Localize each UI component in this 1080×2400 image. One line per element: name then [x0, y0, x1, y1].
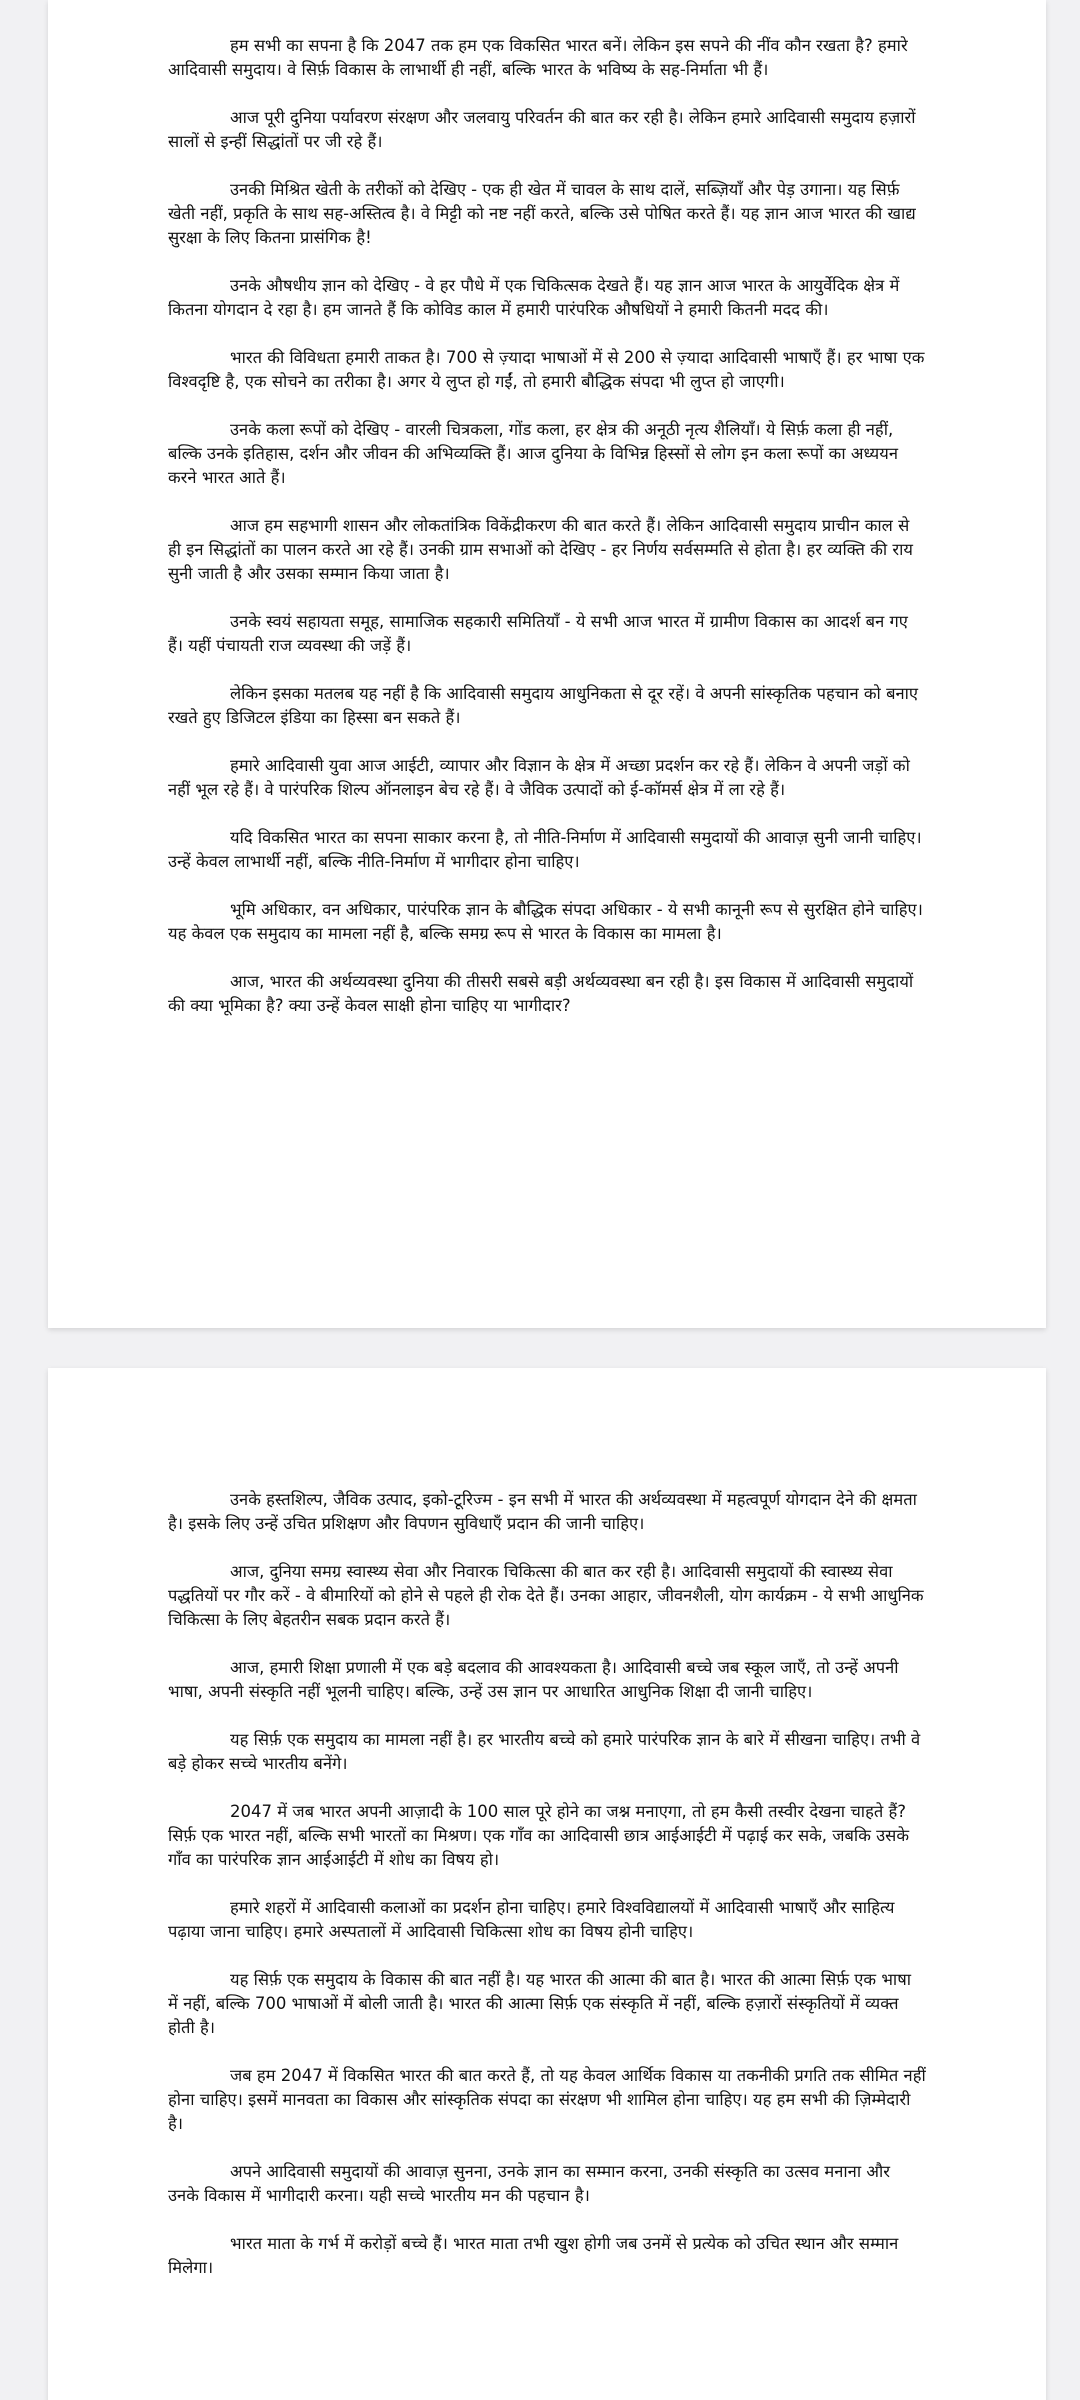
paragraph: आज, भारत की अर्थव्यवस्था दुनिया की तीसरी सबसे बड़ी अर्थव्यवस्था बन रही है। इस विकास में आदिवासी समुदायों की क्या भूमिका है? क्या उन्हें केवल साक्षी होना चाहिए या भागीदार? [168, 972, 914, 1015]
paragraph: यह सिर्फ़ एक समुदाय के विकास की बात नहीं है। यह भारत की आत्मा की बात है। भारत की आत्मा सिर्फ़ एक भाषा में नहीं, बल्कि 700 भाषाओं में बोली जाती है। भारत की आत्मा सिर्फ़ एक संस्कृति में नहीं, बल्कि हज़ारों संस्कृतियों में व्यक्त होती है। [168, 1970, 912, 2037]
paragraph: उनके औषधीय ज्ञान को देखिए - वे हर पौधे में एक चिकित्सक देखते हैं। यह ज्ञान आज भारत के आयुर्वेदिक क्षेत्र में कितना योगदान दे रहा है। हम जानते हैं कि कोविड काल में हमारी पारंपरिक औषधियों ने हमारी कितनी मदद की। [168, 276, 900, 319]
paragraph: उनकी मिश्रित खेती के तरीकों को देखिए - एक ही खेत में चावल के साथ दालें, सब्ज़ियाँ और पेड़ उगाना। यह सिर्फ़ खेती नहीं, प्रकृति के साथ सह-अस्तित्व है। वे मिट्टी को नष्ट नहीं करते, बल्कि उसे पोषित करते हैं। यह ज्ञान आज भारत की खाद्य सुरक्षा के लिए कितना प्रासंगिक है! [168, 180, 916, 247]
paragraph: उनके स्वयं सहायता समूह, सामाजिक सहकारी समितियाँ - ये सभी आज भारत में ग्रामीण विकास का आदर्श बन गए हैं। यहीं पंचायती राज व्यवस्था की जड़ें हैं। [168, 612, 908, 655]
paragraph: भारत की विविधता हमारी ताकत है। 700 से ज़्यादा भाषाओं में से 200 से ज़्यादा आदिवासी भाषाएँ हैं। हर भाषा एक विश्वदृष्टि है, एक सोचने का तरीका है। अगर ये लुप्त हो गईं, तो हमारी बौद्धिक संपदा भी लुप्त हो जाएगी। [168, 348, 925, 391]
paragraph: भूमि अधिकार, वन अधिकार, पारंपरिक ज्ञान के बौद्धिक संपदा अधिकार - ये सभी कानूनी रूप से सुरक्षित होने चाहिए। यह केवल एक समुदाय का मामला नहीं है, बल्कि समग्र रूप से भारत के विकास का मामला है। [168, 900, 923, 943]
paragraph: यदि विकसित भारत का सपना साकार करना है, तो नीति-निर्माण में आदिवासी समुदायों की आवाज़ सुनी जानी चाहिए। उन्हें केवल लाभार्थी नहीं, बल्कि नीति-निर्माण में भागीदार होना चाहिए। [168, 828, 922, 871]
paragraph: अपने आदिवासी समुदायों की आवाज़ सुनना, उनके ज्ञान का सम्मान करना, उनकी संस्कृति का उत्सव मनाना और उनके विकास में भागीदारी करना। यही सच्चे भारतीय मन की पहचान है। [168, 2162, 890, 2205]
paragraph: आज हम सहभागी शासन और लोकतांत्रिक विकेंद्रीकरण की बात करते हैं। लेकिन आदिवासी समुदाय प्राचीन काल से ही इन सिद्धांतों का पालन करते आ रहे हैं। उनकी ग्राम सभाओं को देखिए - हर निर्णय सर्वसम्मति से होता है। हर व्यक्ति की राय सुनी जाती है और उसका सम्मान किया जाता है। [168, 516, 913, 583]
paragraph: आज, हमारी शिक्षा प्रणाली में एक बड़े बदलाव की आवश्यकता है। आदिवासी बच्चे जब स्कूल जाएँ, तो उन्हें अपनी भाषा, अपनी संस्कृति नहीं भूलनी चाहिए। बल्कि, उन्हें उस ज्ञान पर आधारित आधुनिक शिक्षा दी जानी चाहिए। [168, 1658, 899, 1701]
paragraph: आज पूरी दुनिया पर्यावरण संरक्षण और जलवायु परिवर्तन की बात कर रही है। लेकिन हमारे आदिवासी समुदाय हज़ारों सालों से इन्हीं सिद्धांतों पर जी रहे हैं। [168, 108, 916, 151]
document-page-2 [48, 1368, 1046, 2400]
paragraph: उनके हस्तशिल्प, जैविक उत्पाद, इको-टूरिज्म - इन सभी में भारत की अर्थव्यवस्था में महत्वपूर्ण योगदान देने की क्षमता है। इसके लिए उन्हें उचित प्रशिक्षण और विपणन सुविधाएँ प्रदान की जानी चाहिए। [168, 1490, 917, 1533]
paragraph: उनके कला रूपों को देखिए - वारली चित्रकला, गोंड कला, हर क्षेत्र की अनूठी नृत्य शैलियाँ। ये सिर्फ़ कला ही नहीं, बल्कि उनके इतिहास, दर्शन और जीवन की अभिव्यक्ति हैं। आज दुनिया के विभिन्न हिस्सों से लोग इन कला रूपों का अध्ययन करने भारत आते हैं। [168, 420, 898, 487]
paragraph: हमारे शहरों में आदिवासी कलाओं का प्रदर्शन होना चाहिए। हमारे विश्वविद्यालयों में आदिवासी भाषाएँ और साहित्य पढ़ाया जाना चाहिए। हमारे अस्पतालों में आदिवासी चिकित्सा शोध का विषय होनी चाहिए। [168, 1898, 895, 1941]
paragraph: भारत माता के गर्भ में करोड़ों बच्चे हैं। भारत माता तभी खुश होगी जब उनमें से प्रत्येक को उचित स्थान और सम्मान मिलेगा। [168, 2234, 899, 2277]
paragraph: यह सिर्फ़ एक समुदाय का मामला नहीं है। हर भारतीय बच्चे को हमारे पारंपरिक ज्ञान के बारे में सीखना चाहिए। तभी वे बड़े होकर सच्चे भारतीय बनेंगे। [168, 1730, 921, 1773]
paragraph: जब हम 2047 में विकसित भारत की बात करते हैं, तो यह केवल आर्थिक विकास या तकनीकी प्रगति तक सीमित नहीं होना चाहिए। इसमें मानवता का विकास और सांस्कृतिक संपदा का संरक्षण भी शामिल होना चाहिए। यह हम सभी की ज़िम्मेदारी है। [168, 2066, 926, 2133]
paragraph: लेकिन इसका मतलब यह नहीं है कि आदिवासी समुदाय आधुनिकता से दूर रहें। वे अपनी सांस्कृतिक पहचान को बनाए रखते हुए डिजिटल इंडिया का हिस्सा बन सकते हैं। [168, 684, 919, 727]
paragraph: आज, दुनिया समग्र स्वास्थ्य सेवा और निवारक चिकित्सा की बात कर रही है। आदिवासी समुदायों की स्वास्थ्य सेवा पद्धतियों पर गौर करें - वे बीमारियों को होने से पहले ही रोक देते हैं। उनका आहार, जीवनशैली, योग कार्यक्रम - ये सभी आधुनिक चिकित्सा के लिए बेहतरीन सबक प्रदान करते हैं। [168, 1562, 924, 1629]
paragraph: हमारे आदिवासी युवा आज आईटी, व्यापार और विज्ञान के क्षेत्र में अच्छा प्रदर्शन कर रहे हैं। लेकिन वे अपनी जड़ों को नहीं भूल रहे हैं। वे पारंपरिक शिल्प ऑनलाइन बेच रहे हैं। वे जैविक उत्पादों को ई-कॉमर्स क्षेत्र में ला रहे हैं। [168, 756, 910, 799]
document-page-1 [48, 0, 1046, 1328]
paragraph: हम सभी का सपना है कि 2047 तक हम एक विकसित भारत बनें। लेकिन इस सपने की नींव कौन रखता है? हमारे आदिवासी समुदाय। वे सिर्फ़ विकास के लाभार्थी ही नहीं, बल्कि भारत के भविष्य के सह-निर्माता भी हैं। [168, 36, 908, 79]
paragraph: 2047 में जब भारत अपनी आज़ादी के 100 साल पूरे होने का जश्न मनाएगा, तो हम कैसी तस्वीर देखना चाहते हैं? सिर्फ़ एक भारत नहीं, बल्कि सभी भारतों का मिश्रण। एक गाँव का आदिवासी छात्र आईआईटी में पढ़ाई कर सके, जबकि उसके गाँव का पारंपरिक ज्ञान आईआईटी में शोध का विषय हो। [168, 1802, 909, 1869]
